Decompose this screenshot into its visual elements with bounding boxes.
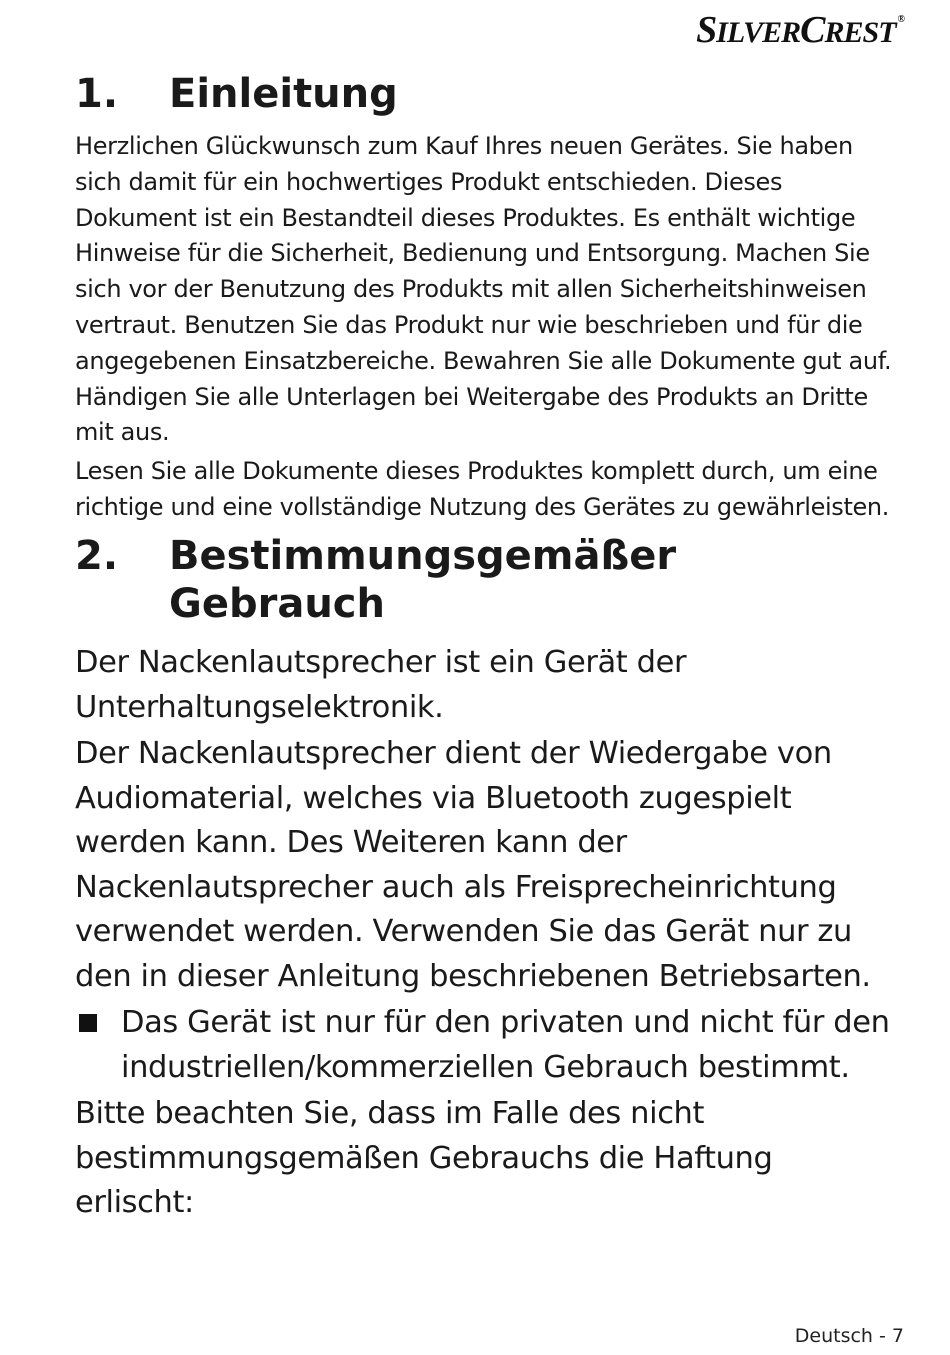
use-paragraph-1: Der Nackenlautsprecher ist ein Gerät der Unterhaltungselektronik. xyxy=(75,645,687,725)
section-introduction xyxy=(75,70,900,526)
intro-paragraph-2: Lesen Sie alle Dokumente dieses Produktes komplett durch, um eine richtige und eine vollständige Nutzung des Gerätes zu gewährleisten. xyxy=(75,457,890,521)
section-heading xyxy=(75,70,900,118)
section-title: Bestimmungsgemäßer Gebrauch xyxy=(169,533,677,627)
section-intended-use xyxy=(75,532,900,1226)
logo-word-silver: SILVER xyxy=(696,9,801,51)
intro-paragraph: Herzlichen Glückwunsch zum Kauf Ihres neuen Gerätes. Sie haben sich damit für ein hochwertiges Produkt entschieden. Dieses Dokument ist ein Bestandteil dieses Produktes. Es enthält wichtige Hinweise für die Sicherheit, Bedienung und Entsorgung. Machen Sie sich vor der Benutzung des Produkts mit allen Sicherheitshinweisen vertraut. Benutzen Sie das Produkt nur wie beschrieben und für die angegebenen Einsatzbereiche. Bewahren Sie alle Dokumente gut auf. Händigen Sie alle Unterlagen bei Weitergabe des Produkts an Dritte mit aus. xyxy=(75,132,892,447)
bullet-item xyxy=(75,1001,900,1090)
registered-mark: ® xyxy=(897,14,904,25)
brand-logo xyxy=(696,8,904,52)
page-footer: Deutsch - 7 xyxy=(794,1325,904,1347)
logo-word-crest: CREST xyxy=(800,9,896,51)
section-number: 1. xyxy=(75,71,119,117)
section-number: 2. xyxy=(75,533,119,579)
section-heading xyxy=(75,532,900,628)
bullet-square-icon xyxy=(75,1001,121,1090)
use-paragraph-3: Bitte beachten Sie, dass im Falle des nicht bestimmungsgemäßen Gebrauchs die Haftung erlischt: xyxy=(75,1096,773,1220)
use-paragraph-2: Der Nackenlautsprecher dient der Wiedergabe von Audiomaterial, welches via Bluetooth zugespielt werden kann. Des Weiteren kann der Nackenlautsprecher auch als Freisprecheinrichtung verwendet werden. Verwenden Sie das Gerät nur zu den in dieser Anleitung beschriebenen Betriebsarten. xyxy=(75,736,871,994)
bullet-text: Das Gerät ist nur für den privaten und nicht für den industriellen/kommerziellen Gebrauch bestimmt. xyxy=(121,1005,890,1085)
section-title: Einleitung xyxy=(169,71,398,117)
